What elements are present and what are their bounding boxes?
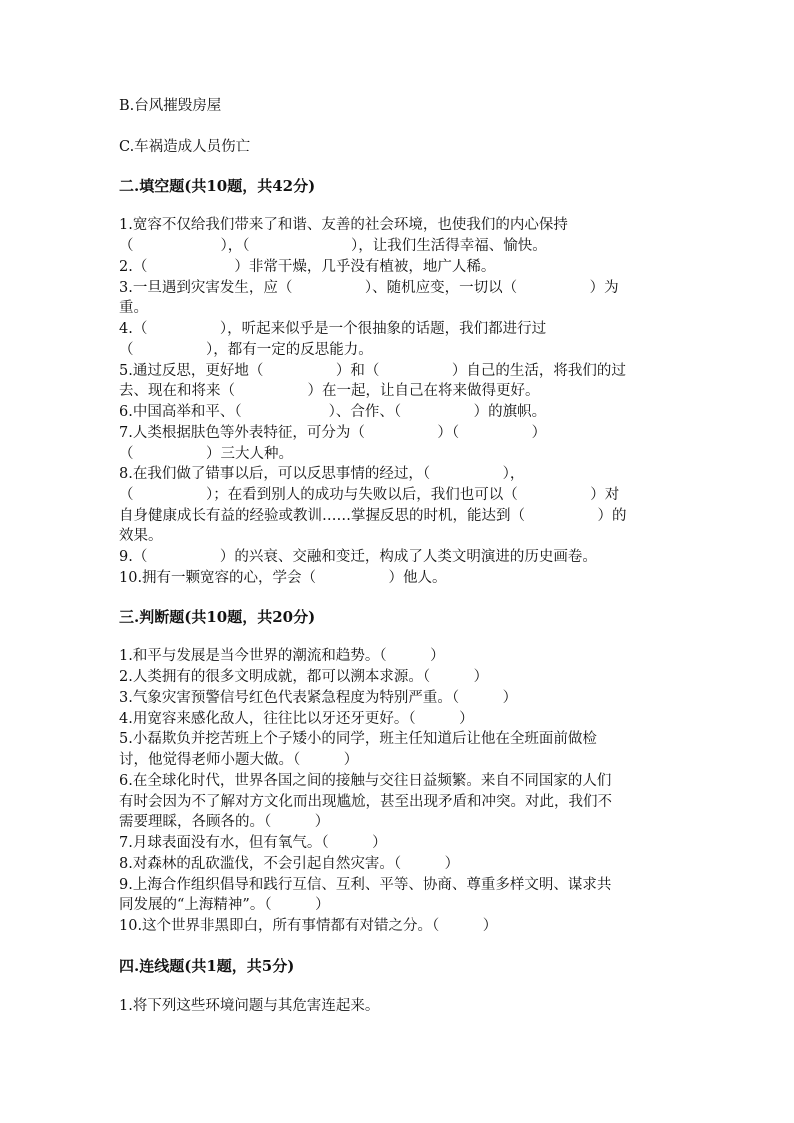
fill-blank-line: 8.在我们做了错事以后，可以反思事情的经过，（ ）， <box>119 466 525 482</box>
section-title-true-false: 三.判断题(共10题，共20分) <box>119 608 316 626</box>
fill-blank-line: 10.拥有一颗宽容的心，学会（ ）他人。 <box>119 570 447 586</box>
true-false-line: 7.月球表面没有水，但有氧气。（ ） <box>119 835 387 851</box>
option-b: B.台风摧毁房屋 <box>119 98 222 114</box>
fill-blank-line: （ ）；在看到别人的成功与失败以后，我们也可以（ ）对 <box>119 487 620 503</box>
fill-blank-line: （ ）三大人种。 <box>119 446 293 462</box>
fill-blank-line: 4.（ ），听起来似乎是一个很抽象的话题，我们都进行过 <box>119 321 547 337</box>
fill-blank-line: 重。 <box>119 300 148 316</box>
section-title-matching: 四.连线题(共1题，共5分) <box>119 957 295 975</box>
fill-blank-line: 6.中国高举和平、（ ）、合作、（ ）的旗帜。 <box>119 404 547 420</box>
fill-blank-line: 去、现在和将来（ ）在一起，让自己在将来做得更好。 <box>119 383 540 399</box>
fill-blank-line: （ ），（ ），让我们生活得幸福、愉快。 <box>119 238 547 254</box>
fill-blank-line: 3.一旦遇到灾害发生，应（ ）、随机应变，一切以（ ）为 <box>119 280 619 296</box>
true-false-line: 有时会因为不了解对方文化而出现尴尬，甚至出现矛盾和冲突。对此，我们不 <box>119 794 612 810</box>
fill-blank-line: 9.（ ）的兴衰、交融和变迁，构成了人类文明演进的历史画卷。 <box>119 549 597 565</box>
true-false-line: 4.用宽容来感化敌人，往往比以牙还牙更好。（ ） <box>119 711 474 727</box>
option-c: C.车祸造成人员伤亡 <box>119 139 251 155</box>
true-false-line: 1.和平与发展是当今世界的潮流和趋势。（ ） <box>119 648 445 664</box>
true-false-line: 3.气象灾害预警信号红色代表紧急程度为特别严重。（ ） <box>119 690 518 706</box>
fill-blank-line: 1.宽容不仅给我们带来了和谐、友善的社会环境，也使我们的内心保持 <box>119 217 568 233</box>
true-false-line: 8.对森林的乱砍滥伐，不会引起自然灾害。（ ） <box>119 856 460 872</box>
true-false-line: 同发展的“上海精神”。（ ） <box>119 897 330 913</box>
true-false-line: 讨，他觉得老师小题大做。（ ） <box>119 752 359 768</box>
fill-blank-line: 5.通过反思，更好地（ ）和（ ）自己的生活，将我们的过 <box>119 363 626 379</box>
true-false-line: 6.在全球化时代，世界各国之间的接触与交往日益频繁。来自不同国家的人们 <box>119 773 612 789</box>
true-false-line: 5.小磊欺负并挖苦班上个子矮小的同学，班主任知道后让他在全班面前做检 <box>119 731 597 747</box>
fill-blank-line: 2.（ ）非常干燥，几乎没有植被，地广人稀。 <box>119 259 496 275</box>
fill-blank-line: 7.人类根据肤色等外表特征，可分为（ ）（ ） <box>119 425 547 441</box>
matching-line: 1.将下列这些环境问题与其危害连起来。 <box>119 998 380 1014</box>
fill-blank-line: （ ），都有一定的反思能力。 <box>119 342 373 358</box>
true-false-line: 10.这个世界非黑即白，所有事情都有对错之分。（ ） <box>119 918 498 934</box>
fill-blank-line: 效果。 <box>119 528 163 544</box>
true-false-line: 需要理睬，各顾各的。（ ） <box>119 814 330 830</box>
true-false-line: 9.上海合作组织倡导和践行互信、互利、平等、协商、尊重多样文明、谋求共 <box>119 877 612 893</box>
true-false-line: 2.人类拥有的很多文明成就，都可以溯本求源。（ ） <box>119 669 489 685</box>
fill-blank-line: 自身健康成长有益的经验或教训……掌握反思的时机，能达到（ ）的 <box>119 508 627 524</box>
section-title-fill-blank: 二.填空题(共10题，共42分) <box>119 177 316 195</box>
